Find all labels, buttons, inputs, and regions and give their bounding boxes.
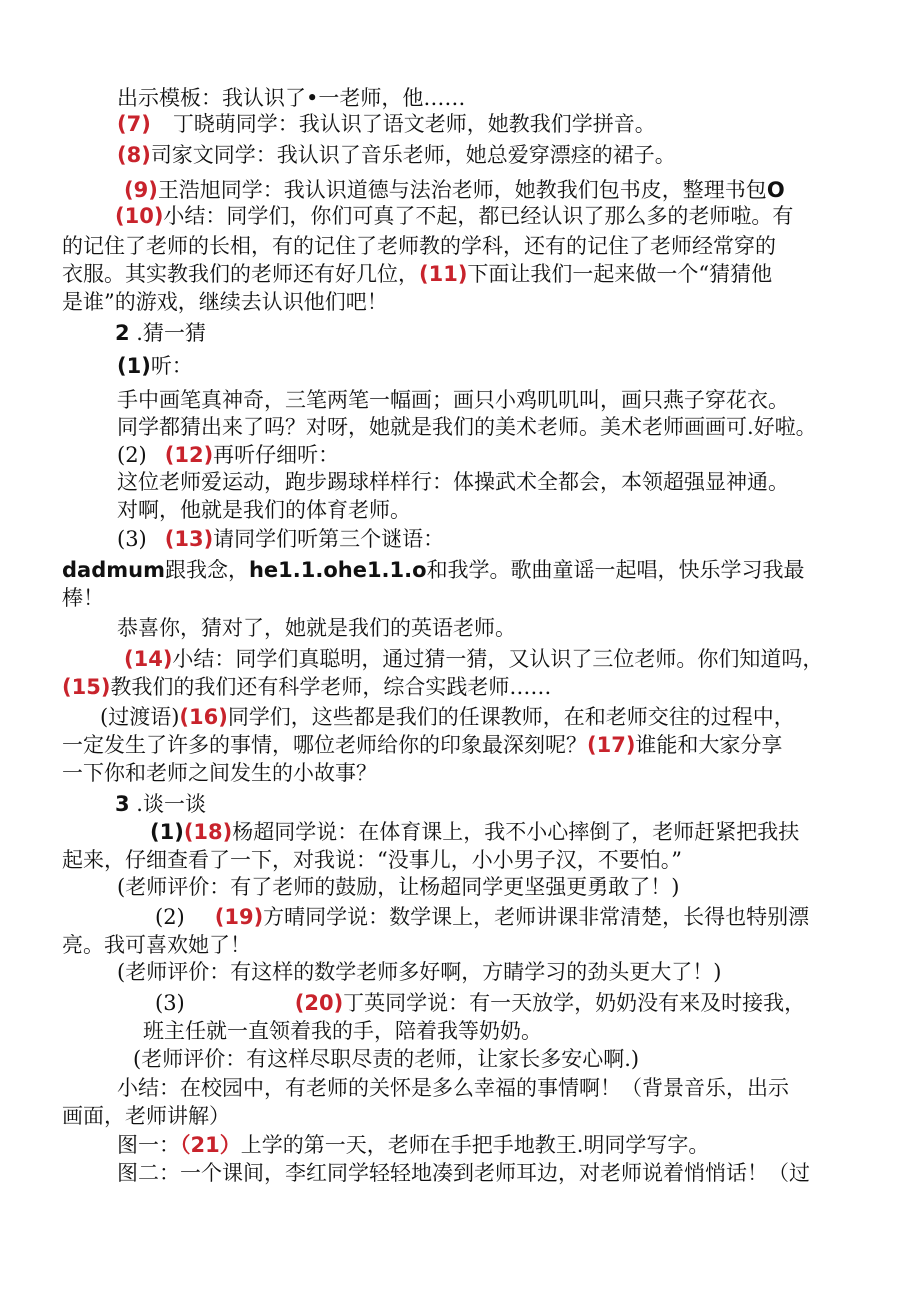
text-line — [62, 759, 377, 787]
line-text: 一定发生了许多的事情，哪位老师给你的印象最深刻呢？ — [62, 733, 587, 757]
item-number: (20) — [294, 991, 344, 1015]
text-line — [117, 614, 516, 642]
text-line — [117, 958, 721, 986]
text-line — [124, 645, 823, 673]
section-heading — [115, 319, 206, 347]
line-text: 司家文同学：我认识了音乐老师，她总爱穿漂痉的裙子。 — [150, 143, 676, 167]
line-text: 恭喜你，猜对了，她就是我们的英语老师。 — [117, 616, 516, 640]
line-text: 这位老师爱运动，跑步踢球样样行：体操武术全都会，本领超强显神通。 — [117, 470, 789, 494]
text-line — [62, 584, 104, 612]
text-line — [117, 110, 656, 138]
text-line — [117, 873, 679, 901]
text-line — [117, 496, 411, 524]
text-line — [117, 468, 789, 496]
line-text: 同学们，这些都是我们的任课教师，在和老师交往的过程中， — [227, 705, 795, 729]
line-text: 请同学们听第三个谜语： — [213, 527, 445, 551]
section-number: 2 — [115, 321, 130, 345]
line-text: 丁英同学说：有一天放学，奶奶没有来及时接我， — [343, 991, 806, 1015]
line-text: 教我们的我们还有科学老师，综合实践老师…… — [110, 675, 552, 699]
line-text: he1.1.ohe1.1.o — [248, 558, 427, 582]
item-number: (2) — [117, 443, 147, 467]
line-text: 下面让我们一起来做一个“猜猜他 — [467, 262, 773, 286]
text-line — [117, 352, 193, 380]
text-line — [117, 1131, 709, 1159]
text-line — [115, 202, 793, 230]
line-text: (老师评价：有这样的数学老师多好啊，方睛学习的劲头更大了！) — [117, 960, 722, 984]
line-text: 图一： — [117, 1133, 180, 1157]
text-line — [62, 556, 805, 584]
line-text: 杨超同学说：在体育课上，我不小心摔倒了，老师赶紧把我扶 — [232, 820, 800, 844]
line-text: 的记住了老师的长相，有的记住了老师教的学科，还有的记住了老师经常穿的 — [62, 234, 776, 258]
item-number: (3) — [117, 527, 147, 551]
text-line — [155, 989, 805, 1017]
text-line — [117, 1159, 810, 1187]
text-line — [150, 818, 799, 846]
text-line — [62, 731, 782, 759]
item-number: (17) — [587, 733, 636, 757]
line-text: 跟我念， — [164, 558, 249, 582]
text-line — [62, 931, 251, 959]
text-line — [117, 386, 789, 414]
text-line — [117, 525, 444, 553]
text-line — [117, 84, 465, 112]
line-text: 和我学。歌曲童谣一起唱，快乐学习我最 — [426, 558, 805, 582]
text-line — [155, 903, 809, 931]
line-text: 方晴同学说：数学课上，老师讲课非常清楚，长得也特别漂 — [263, 905, 810, 929]
item-number: （21） — [180, 1133, 241, 1157]
line-text: 亮。我可喜欢她了！ — [62, 933, 251, 957]
line-text: 王浩旭同学：我认识道德与法治老师，她教我们包书皮，整理书包 — [157, 178, 767, 202]
item-number: (12) — [164, 443, 214, 467]
text-line — [117, 441, 339, 469]
line-text: O — [766, 178, 785, 202]
line-text: dadmum — [62, 558, 165, 582]
item-number: (1) — [150, 820, 184, 844]
text-line — [117, 141, 676, 169]
line-text: 谁能和大家分享 — [635, 733, 783, 757]
item-number: (3) — [155, 991, 185, 1015]
line-text: 再听仔细听： — [213, 443, 340, 467]
line-text: (过渡语) — [100, 705, 180, 729]
text-line — [100, 703, 795, 731]
item-number: (15) — [62, 675, 111, 699]
line-text: 手中画笔真神奇，三笔两笔一幅画；画只小鸡叽叽叫，画只燕子穿花衣。 — [117, 388, 789, 412]
line-text: 对啊，他就是我们的体育老师。 — [117, 498, 411, 522]
line-text: 上学的第一天，老师在手把手地教王.明同学写字。 — [240, 1133, 710, 1157]
text-line — [124, 176, 785, 204]
item-number: (14) — [124, 647, 173, 671]
text-line — [62, 846, 682, 874]
line-text: 班主任就一直领着我的手，陪着我等奶奶。 — [143, 1019, 542, 1043]
line-text: 画面，老师讲解） — [62, 1104, 230, 1128]
line-text: 小结：同学们，你们可真了不起，都已经认识了那么多的老师啦。有 — [163, 204, 794, 228]
line-text: 是谁”的游戏，继续去认识他们吧！ — [62, 290, 388, 314]
item-number: (8) — [117, 143, 151, 167]
line-text: .谈一谈 — [129, 792, 206, 816]
text-line — [133, 1045, 639, 1073]
item-number: (18) — [183, 820, 233, 844]
text-line — [117, 1074, 789, 1102]
item-number: (13) — [164, 527, 214, 551]
line-text: 衣服。其实教我们的老师还有好几位， — [62, 262, 419, 286]
item-number: (7) — [117, 112, 151, 136]
text-line — [62, 1102, 230, 1130]
text-line — [62, 673, 551, 701]
line-text: 同学都猜出来了吗？对呀，她就是我们的美术老师。美术老师画画可.好啦。 — [117, 415, 817, 439]
line-text: 小结：在校园中，有老师的关怀是多么幸福的事情啊！（背景音乐，出示 — [117, 1076, 789, 1100]
text-line — [62, 288, 388, 316]
text-line — [117, 413, 817, 441]
line-text: .猜一猜 — [129, 321, 206, 345]
line-text: 出示模板：我认识了•一老师，他…… — [117, 86, 466, 110]
line-text: 听： — [150, 354, 193, 378]
item-number: (9) — [124, 178, 158, 202]
line-text: 小结：同学们真聪明，通过猜一猜，又认识了三位老师。你们知道吗， — [172, 647, 824, 671]
item-number: (10) — [115, 204, 164, 228]
line-text: 棒！ — [62, 586, 104, 610]
text-line — [62, 260, 772, 288]
section-number: 3 — [115, 792, 130, 816]
text-line — [62, 232, 776, 260]
line-text: 起来，仔细查看了一下，对我说：“没事儿，小小男子汉，不要怕。” — [62, 848, 682, 872]
line-text: 丁晓萌同学：我认识了语文老师，她教我们学拼音。 — [172, 112, 656, 136]
item-number: (19) — [214, 905, 264, 929]
item-number: (11) — [419, 262, 468, 286]
item-number: (1) — [117, 354, 151, 378]
item-number: (2) — [155, 905, 185, 929]
item-number: (16) — [179, 705, 228, 729]
section-heading — [115, 790, 206, 818]
line-text: 图二：一个课间，李红同学轻轻地凑到老师耳边，对老师说着悄悄话！（过 — [117, 1161, 810, 1185]
line-text: (老师评价：有了老师的鼓励，让杨超同学更坚强更勇敢了！) — [117, 875, 680, 899]
line-text: (老师评价：有这样尽职尽责的老师，让家长多安心啊.) — [133, 1047, 640, 1071]
text-line — [143, 1017, 542, 1045]
line-text: 一下你和老师之间发生的小故事？ — [62, 761, 377, 785]
